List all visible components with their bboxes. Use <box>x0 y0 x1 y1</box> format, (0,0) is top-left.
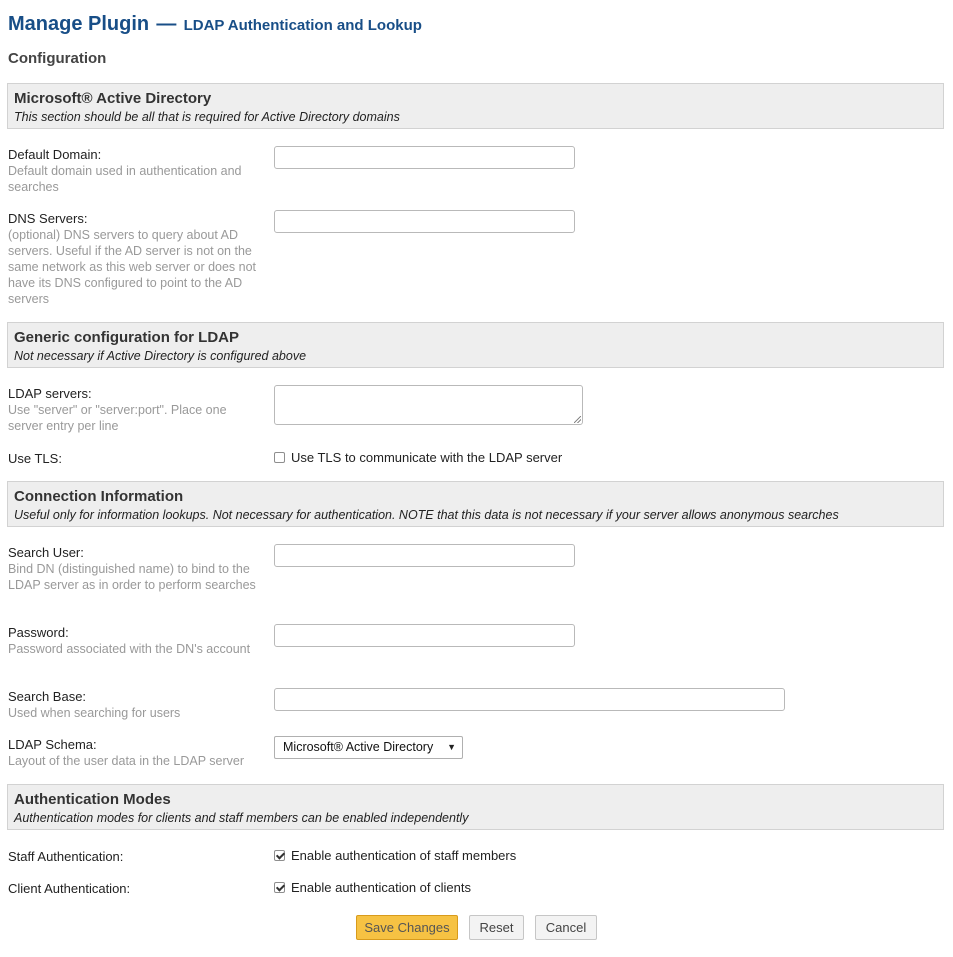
section-heading: Microsoft® Active Directory <box>14 90 212 107</box>
reset-button[interactable]: Reset <box>469 915 524 940</box>
ldap-schema-label-block <box>8 737 263 769</box>
page-subtitle: LDAP Authentication and Lookup <box>183 17 422 34</box>
field-label: Client Authentication: <box>8 881 131 896</box>
use-tls-label-block <box>8 451 263 467</box>
field-hint: Default domain used in authentication and searches <box>8 164 242 194</box>
search-user-input[interactable] <box>274 544 575 567</box>
ldap-schema-selected-value: Microsoft® Active Directory <box>283 740 434 754</box>
field-label: Default Domain: <box>8 147 102 162</box>
field-hint: (optional) DNS servers to query about AD servers. Useful if the AD server is not on the same network as this web server or does not have its DNS configured to point to the AD servers <box>8 228 257 306</box>
chevron-down-icon[interactable]: ▼ <box>447 742 456 752</box>
default-domain-input[interactable] <box>274 146 575 169</box>
dns-servers-input[interactable] <box>274 210 575 233</box>
field-label: LDAP servers: <box>8 386 92 401</box>
save-changes-button[interactable]: Save Changes <box>356 915 458 940</box>
ldap-servers-wrapper <box>274 385 583 425</box>
staff-auth-checkbox[interactable] <box>274 848 516 863</box>
resize-grip-icon[interactable] <box>574 416 581 423</box>
configuration-heading: Configuration <box>8 50 107 67</box>
search-base-label-block <box>8 689 263 721</box>
page-title-main: Manage Plugin <box>8 13 150 35</box>
field-hint: Bind DN (distinguished name) to bind to the LDAP server as in order to perform searches <box>8 562 256 592</box>
field-hint: Use "server" or "server:port". Place one server entry per line <box>8 403 227 433</box>
field-label: Search Base: <box>8 689 87 704</box>
staff-auth-label-block <box>8 849 263 865</box>
field-label: Staff Authentication: <box>8 849 124 864</box>
field-label: Password: <box>8 625 69 640</box>
cancel-button[interactable]: Cancel <box>535 915 597 940</box>
client-auth-label-block <box>8 881 263 897</box>
field-label: LDAP Schema: <box>8 737 97 752</box>
section-active-directory <box>7 83 944 129</box>
checkbox-checked-icon[interactable] <box>274 850 285 861</box>
checkbox-label: Enable authentication of clients <box>291 880 471 895</box>
checkbox-label: Enable authentication of staff members <box>291 848 517 863</box>
section-generic-ldap <box>7 322 944 368</box>
section-authentication-modes <box>7 784 944 830</box>
field-hint: Layout of the user data in the LDAP server <box>8 754 245 768</box>
password-label-block <box>8 625 263 657</box>
default-domain-label-block <box>8 147 263 195</box>
field-label: Search User: <box>8 545 84 560</box>
search-base-input[interactable] <box>274 688 785 711</box>
dns-servers-label-block <box>8 211 263 307</box>
field-hint: Password associated with the DN's account <box>8 642 251 656</box>
field-hint: Used when searching for users <box>8 706 181 720</box>
checkbox-unchecked-icon[interactable] <box>274 452 285 463</box>
checkbox-label: Use TLS to communicate with the LDAP server <box>291 450 563 465</box>
section-heading: Authentication Modes <box>14 791 171 808</box>
search-user-label-block <box>8 545 263 593</box>
field-label: Use TLS: <box>8 451 62 466</box>
ldap-servers-textarea[interactable] <box>274 385 583 425</box>
ldap-servers-label-block <box>8 386 263 434</box>
page-title <box>8 6 422 37</box>
client-auth-checkbox[interactable] <box>274 880 471 895</box>
use-tls-checkbox[interactable] <box>274 450 562 465</box>
section-description: Authentication modes for clients and staff members can be enabled independently <box>14 811 469 825</box>
section-connection-information <box>7 481 944 527</box>
section-description: This section should be all that is required for Active Directory domains <box>14 110 400 124</box>
password-input[interactable] <box>274 624 575 647</box>
field-label: DNS Servers: <box>8 211 88 226</box>
section-heading: Generic configuration for LDAP <box>14 329 240 346</box>
ldap-schema-select[interactable] <box>274 736 463 759</box>
section-description: Not necessary if Active Directory is configured above <box>14 349 307 363</box>
section-heading: Connection Information <box>14 488 184 505</box>
section-description: Useful only for information lookups. Not necessary for authentication. NOTE that this data is not necessary if your server allows anonymous searches <box>14 508 839 522</box>
page-title-dash: — <box>156 13 177 35</box>
checkbox-checked-icon[interactable] <box>274 882 285 893</box>
